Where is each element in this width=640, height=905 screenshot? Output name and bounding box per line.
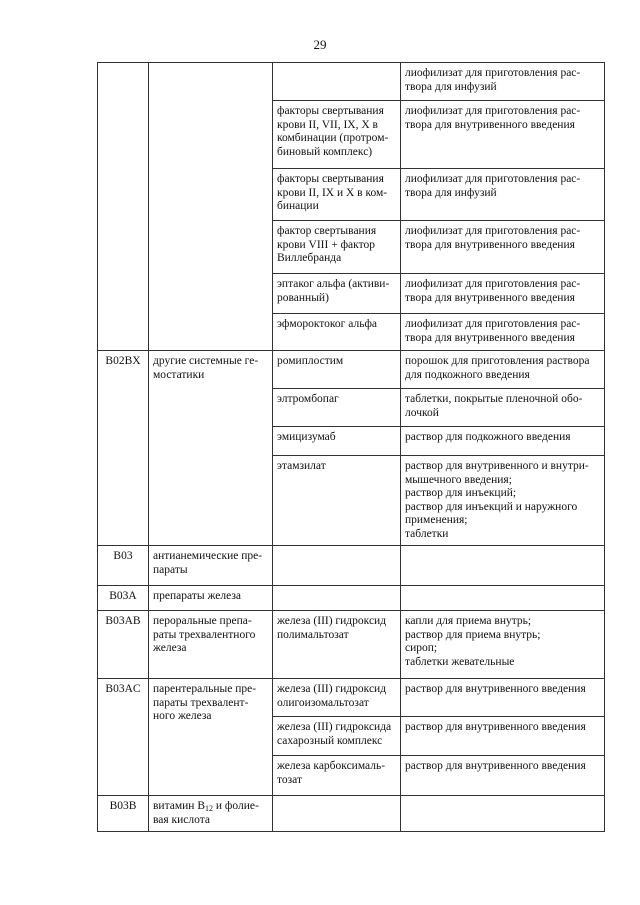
drug-name-cell: факторы свертывания крови II, IX и X в ком- бинации (273, 169, 401, 221)
dosage-form-cell: лиофилизат для приготовления рас- твора для инфузий (401, 63, 605, 101)
drug-name-cell: фактор свертывания крови VIII + фактор Виллебранда (273, 221, 401, 274)
table-row (98, 546, 605, 586)
drug-name-cell: ромиплостим (273, 351, 401, 389)
drug-name-cell (273, 63, 401, 101)
table-row (98, 351, 605, 389)
drug-name-cell: элтромбопаг (273, 389, 401, 427)
group-name-text: витамин B (153, 800, 205, 812)
group-name-cell: другие системные ге- мостатики (149, 351, 273, 546)
table-row (98, 679, 605, 717)
dosage-form-cell: лиофилизат для приготовления рас- твора для внутривенного введения (401, 101, 605, 169)
dosage-form-cell (401, 796, 605, 832)
drug-name-cell: факторы свертывания крови II, VII, IX, X в комбинации (протром- биновый комплекс) (273, 101, 401, 169)
dosage-form-cell: лиофилизат для приготовления рас- твора для внутривенного введения (401, 274, 605, 314)
group-name-cell: парентеральные пре- параты трехвалент- ного железа (149, 679, 273, 796)
code-cell: B02BX (98, 351, 149, 546)
dosage-form-cell: лиофилизат для приготовления рас- твора для внутривенного введения (401, 221, 605, 274)
group-name-cell (149, 63, 273, 351)
drug-name-cell: этамзилат (273, 456, 401, 546)
code-cell: B03A (98, 586, 149, 611)
drug-name-cell (273, 546, 401, 586)
drug-name-cell: железа (III) гидроксид олигоизомальтозат (273, 679, 401, 717)
group-name-cell (149, 796, 273, 832)
group-name-text: и фолие- вая кислота (153, 800, 259, 826)
table-row (98, 796, 605, 832)
table-row (98, 611, 605, 679)
drug-name-cell: железа (III) гидроксида сахарозный комплекс (273, 717, 401, 756)
code-cell: B03AC (98, 679, 149, 796)
dosage-form-cell: лиофилизат для приготовления рас- твора для инфузий (401, 169, 605, 221)
drug-name-cell (273, 586, 401, 611)
dosage-form-cell: раствор для внутривенного введения (401, 717, 605, 756)
drug-name-cell: железа (III) гидроксид полимальтозат (273, 611, 401, 679)
dosage-form-cell: таблетки, покрытые пленочной обо- лочкой (401, 389, 605, 427)
dosage-form-cell: раствор для внутривенного и внутри- мышечного введения; раствор для инъекций; раствор для инъекций и наружного применения; таблетки (401, 456, 605, 546)
drug-name-cell: эптаког альфа (активи- рованный) (273, 274, 401, 314)
table-row (98, 586, 605, 611)
page-number: 29 (313, 37, 327, 52)
group-name-cell: пероральные препа- раты трехвалентного железа (149, 611, 273, 679)
group-name-cell: антианемические пре- параты (149, 546, 273, 586)
dosage-form-cell (401, 586, 605, 611)
code-cell: B03B (98, 796, 149, 832)
drug-name-cell (273, 796, 401, 832)
table-row (98, 63, 605, 101)
drug-name-cell: эфмороктоког альфа (273, 314, 401, 351)
vitamin-subscript: 12 (205, 804, 213, 813)
code-cell: B03 (98, 546, 149, 586)
dosage-form-cell: капли для приема внутрь; раствор для приема внутрь; сироп; таблетки жевательные (401, 611, 605, 679)
code-cell (98, 63, 149, 351)
dosage-form-cell: лиофилизат для приготовления рас- твора для внутривенного введения (401, 314, 605, 351)
group-name-cell: препараты железа (149, 586, 273, 611)
medication-table (97, 62, 605, 832)
dosage-form-cell (401, 546, 605, 586)
dosage-form-cell: раствор для внутривенного введения (401, 679, 605, 717)
dosage-form-cell: раствор для внутривенного введения (401, 756, 605, 796)
dosage-form-cell: раствор для подкожного введения (401, 427, 605, 456)
drug-name-cell: эмицизумаб (273, 427, 401, 456)
code-cell: B03AB (98, 611, 149, 679)
dosage-form-cell: порошок для приготовления раствора для подкожного введения (401, 351, 605, 389)
drug-name-cell: железа карбоксималь- тозат (273, 756, 401, 796)
